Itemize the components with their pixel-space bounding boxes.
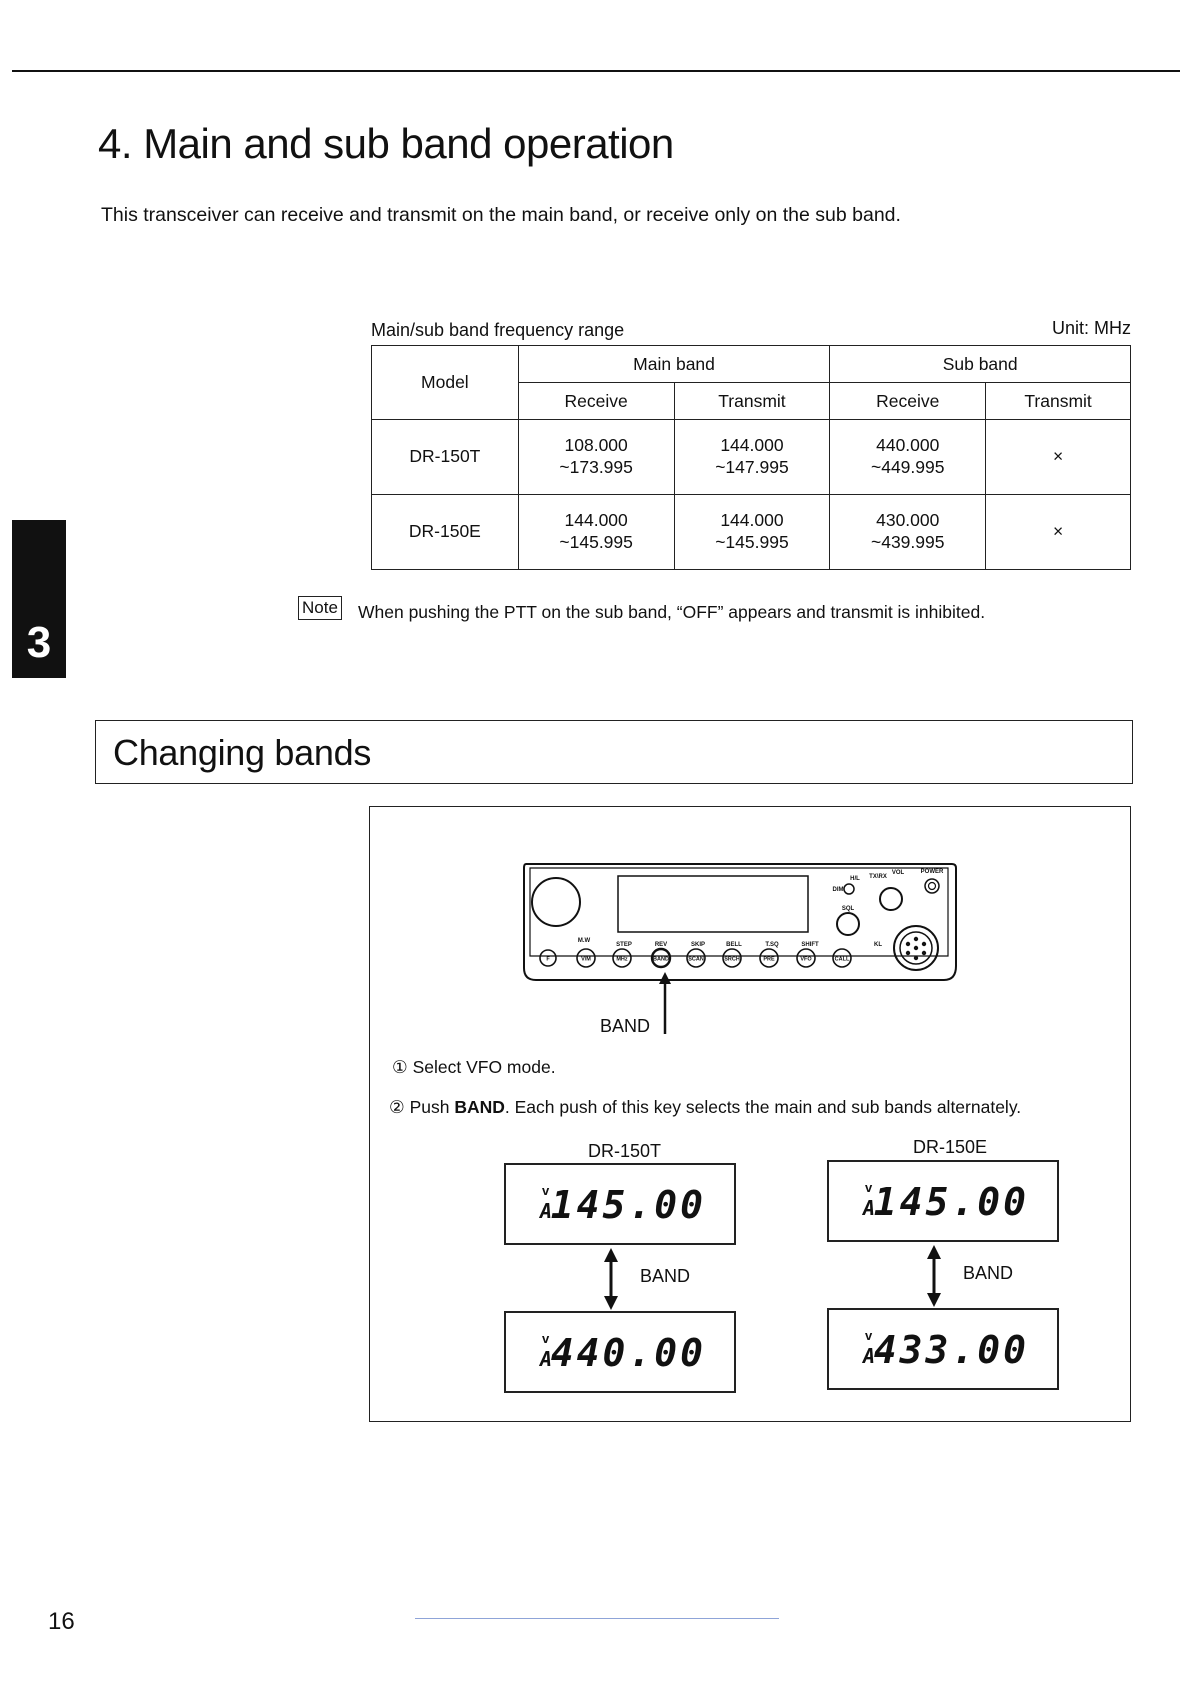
lcd-a-mark: A xyxy=(863,1196,876,1220)
intro-paragraph: This transceiver can receive and transmit on the main band, or receive only on the sub band. xyxy=(101,204,901,226)
step-2-key: BAND xyxy=(454,1097,505,1117)
label-vol: VOL xyxy=(891,870,905,876)
header-main-transmit: Transmit xyxy=(674,383,830,420)
frequency-table xyxy=(371,345,1131,570)
label-rev: REV xyxy=(654,942,668,948)
lcd-frequency: 440.00 xyxy=(550,1331,706,1375)
step-2-prefix: Push xyxy=(409,1097,450,1117)
label-txrx: TX\RX xyxy=(869,874,887,880)
table-row xyxy=(372,420,1131,495)
label-bell: BELL xyxy=(726,942,742,948)
lcd-a-mark: A xyxy=(863,1344,876,1368)
lcd-window xyxy=(618,876,808,932)
key-call-label: CALL xyxy=(834,956,850,963)
label-dim: DIM xyxy=(832,887,844,893)
step-1-text: Select VFO mode. xyxy=(412,1057,556,1077)
chapter-number: 3 xyxy=(26,618,52,667)
cell-model: DR-150E xyxy=(372,495,519,570)
top-rule xyxy=(12,70,1180,72)
step-2-text: . Each push of this key selects the main and sub bands alternately. xyxy=(504,1097,1022,1117)
table-unit: Unit: MHz xyxy=(1051,318,1131,338)
header-sub-transmit: Transmit xyxy=(986,383,1131,420)
tuning-knob xyxy=(532,878,580,926)
table-caption: Main/sub band frequency range xyxy=(371,320,625,340)
cell-main-tx: 144.000 ~147.995 xyxy=(674,420,830,495)
label-shift: SHIFT xyxy=(801,942,819,948)
cell-sub-tx: × xyxy=(986,420,1131,495)
power-button-inner xyxy=(929,883,936,890)
vol-knob xyxy=(880,888,902,910)
chapter-tab xyxy=(12,520,66,678)
header-main-receive: Receive xyxy=(518,383,674,420)
table-row xyxy=(372,495,1131,570)
header-model: Model xyxy=(372,346,519,420)
lcd-frequency: 433.00 xyxy=(873,1328,1029,1372)
band-toggle-label: BAND xyxy=(640,1266,691,1286)
page-title: 4. Main and sub band operation xyxy=(98,120,674,167)
display-model-label: DR-150T xyxy=(588,1141,662,1161)
label-step: STEP xyxy=(616,942,632,948)
label-skip: SKIP xyxy=(690,942,706,948)
lcd-v-mark: v xyxy=(865,1180,873,1195)
band-toggle-label: BAND xyxy=(963,1263,1014,1283)
header-sub-band: Sub band xyxy=(830,346,1131,383)
cell-main-rx: 144.000 ~145.995 xyxy=(518,495,674,570)
key-f-label: F xyxy=(546,956,550,963)
band-toggle-arrow-icon xyxy=(602,1248,620,1310)
step-1 xyxy=(392,1057,556,1078)
key-srch-label: SRCH xyxy=(724,956,740,963)
cell-sub-rx: 440.000 ~449.995 xyxy=(830,420,986,495)
header-sub-receive: Receive xyxy=(830,383,986,420)
key-scan-label: SCAN xyxy=(688,956,704,963)
power-button xyxy=(925,879,939,893)
front-panel-illustration xyxy=(518,862,958,986)
lcd-a-mark: A xyxy=(540,1199,553,1223)
footer-rule xyxy=(415,1618,779,1619)
section-title: Changing bands xyxy=(113,732,372,773)
band-toggle-arrow-icon xyxy=(925,1245,943,1307)
step-2-number: ② xyxy=(389,1097,405,1117)
cell-sub-rx: 430.000 ~439.995 xyxy=(830,495,986,570)
lcd-v-mark: v xyxy=(865,1328,873,1343)
cell-main-tx: 144.000 ~145.995 xyxy=(674,495,830,570)
key-mhz-label: MHz xyxy=(616,956,628,963)
label-power: POWER xyxy=(920,869,944,875)
dim-switch xyxy=(844,884,854,894)
lcd-display-sub xyxy=(827,1308,1059,1390)
display-model-label: DR-150E xyxy=(913,1137,988,1157)
lcd-frequency: 145.00 xyxy=(873,1180,1029,1224)
lcd-v-mark: v xyxy=(542,1183,550,1198)
cell-main-rx: 108.000 ~173.995 xyxy=(518,420,674,495)
cell-sub-tx: × xyxy=(986,495,1131,570)
page-number: 16 xyxy=(48,1608,75,1635)
label-tsq: T.SQ xyxy=(765,942,779,948)
label-mw: M.W xyxy=(577,938,591,944)
lcd-display-main xyxy=(504,1163,736,1245)
lcd-display-sub xyxy=(504,1311,736,1393)
step-2 xyxy=(389,1097,1021,1118)
key-band-label: BAND xyxy=(653,956,669,963)
label-kl: KL xyxy=(874,942,882,948)
lcd-a-mark: A xyxy=(540,1347,553,1371)
cell-model: DR-150T xyxy=(372,420,519,495)
band-pointer-arrow xyxy=(655,972,675,1036)
lcd-frequency: 145.00 xyxy=(550,1183,706,1227)
key-vm-label: V/M xyxy=(581,956,591,963)
key-pre-label: PRE xyxy=(763,956,775,963)
lcd-v-mark: v xyxy=(542,1331,550,1346)
step-1-number: ① xyxy=(392,1057,408,1077)
band-key-label: BAND xyxy=(600,1016,651,1036)
sql-knob xyxy=(837,913,859,935)
header-main-band: Main band xyxy=(518,346,830,383)
lcd-display-main xyxy=(827,1160,1059,1242)
note-label: Note xyxy=(298,596,342,620)
label-sql: SQL xyxy=(841,906,855,912)
key-vfo-label: VFO xyxy=(800,956,812,963)
note-text: When pushing the PTT on the sub band, “OFF” appears and transmit is inhibited. xyxy=(358,602,986,622)
label-hl: H/L xyxy=(850,876,860,882)
